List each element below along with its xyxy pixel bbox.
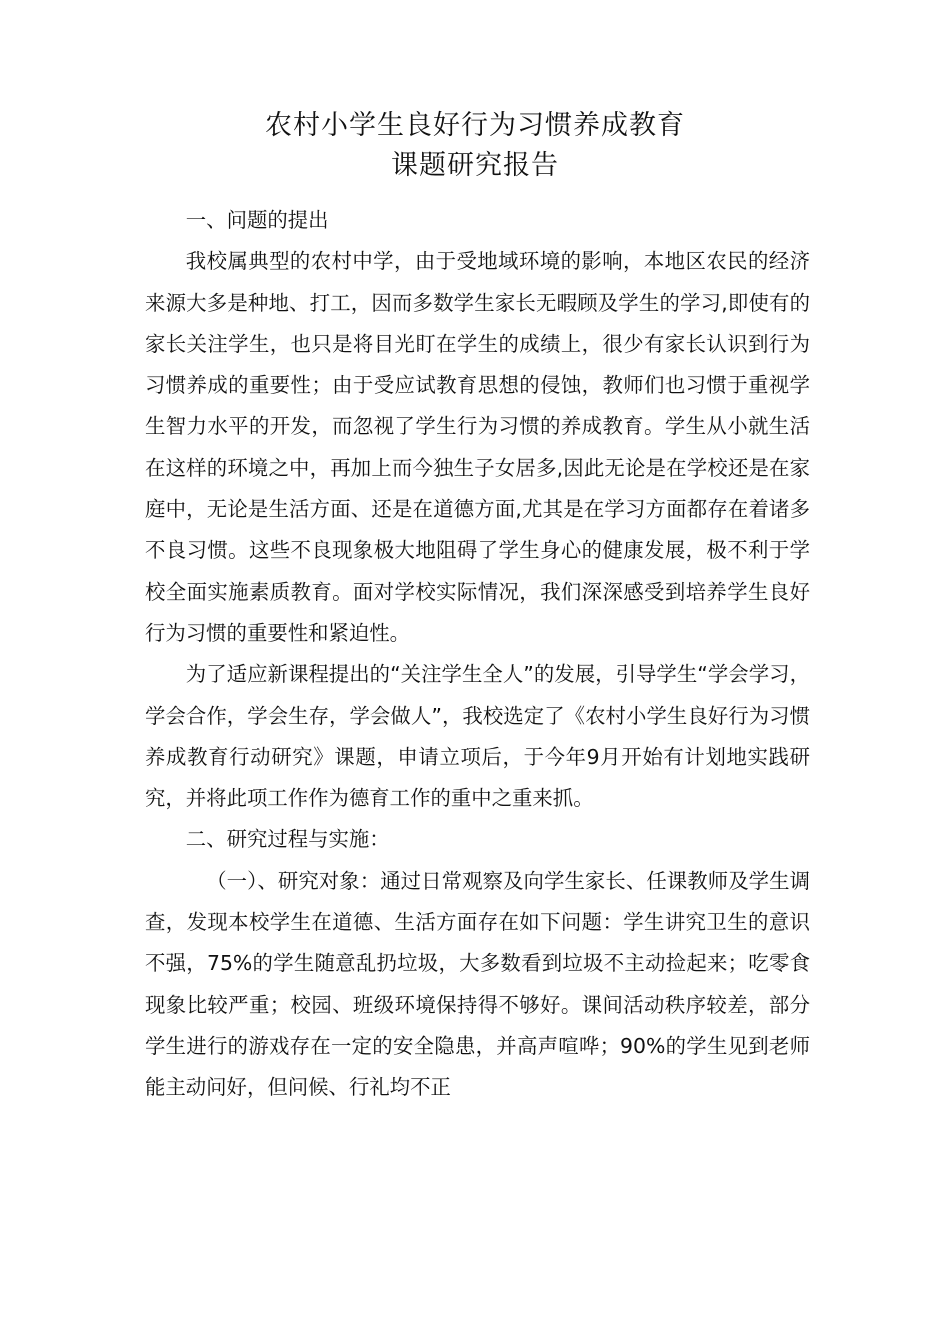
document-title-line2: 课题研究报告 [391,150,559,181]
document-body [145,200,810,1109]
section-heading-problem: 一、问题的提出 [185,208,329,232]
section-heading-process: 二、研究过程与实施： [185,827,390,852]
paragraph-project-selection: 为了适应新课程提出的“关注学生全人”的发展，引导学生“学会学习，学会合作，学会生存，学会做人”，我校选定了《农村小学生良好行为习惯养成教育行动研究》课题，申请立项后，于今年9月开始有计划地实践研究，并将此项工作作为德育工作的重中之重来抓。 [145,662,810,811]
document-title-line1: 农村小学生良好行为习惯养成教育 [265,110,685,141]
paragraph-research-subjects: （一）、研究对象：通过日常观察及向学生家长、任课教师及学生调查，发现本校学生在道德、生活方面存在如下问题：学生讲究卫生的意识不强，75%的学生随意乱扔垃圾，大多数看到垃圾不主动捡起来；吃零食现象比较严重；校园、班级环境保持得不够好。课间活动秩序较差，部分学生进行的游戏存在一定的安全隐患，并高声喧哗；90%的学生见到老师能主动问好，但问候、行礼均不正 [145,868,810,1100]
paragraph-background: 我校属典型的农村中学，由于受地域环境的影响，本地区农民的经济来源大多是种地、打工，因而多数学生家长无暇顾及学生的学习,即使有的家长关注学生，也只是将目光盯在学生的成绩上，很少有家长认识到行为习惯养成的重要性；由于受应试教育思想的侵蚀，教师们也习惯于重视学生智力水平的开发，而忽视了学生行为习惯的养成教育。学生从小就生活在这样的环境之中，再加上而今独生子女居多,因此无论是在学校还是在家庭中，无论是生活方面、还是在道德方面,尤其是在学习方面都存在着诸多不良习惯。这些不良现象极大地阻碍了学生身心的健康发展，极不利于学校全面实施素质教育。面对学校实际情况，我们深深感受到培养学生良好行为习惯的重要性和紧迫性。 [145,249,810,645]
